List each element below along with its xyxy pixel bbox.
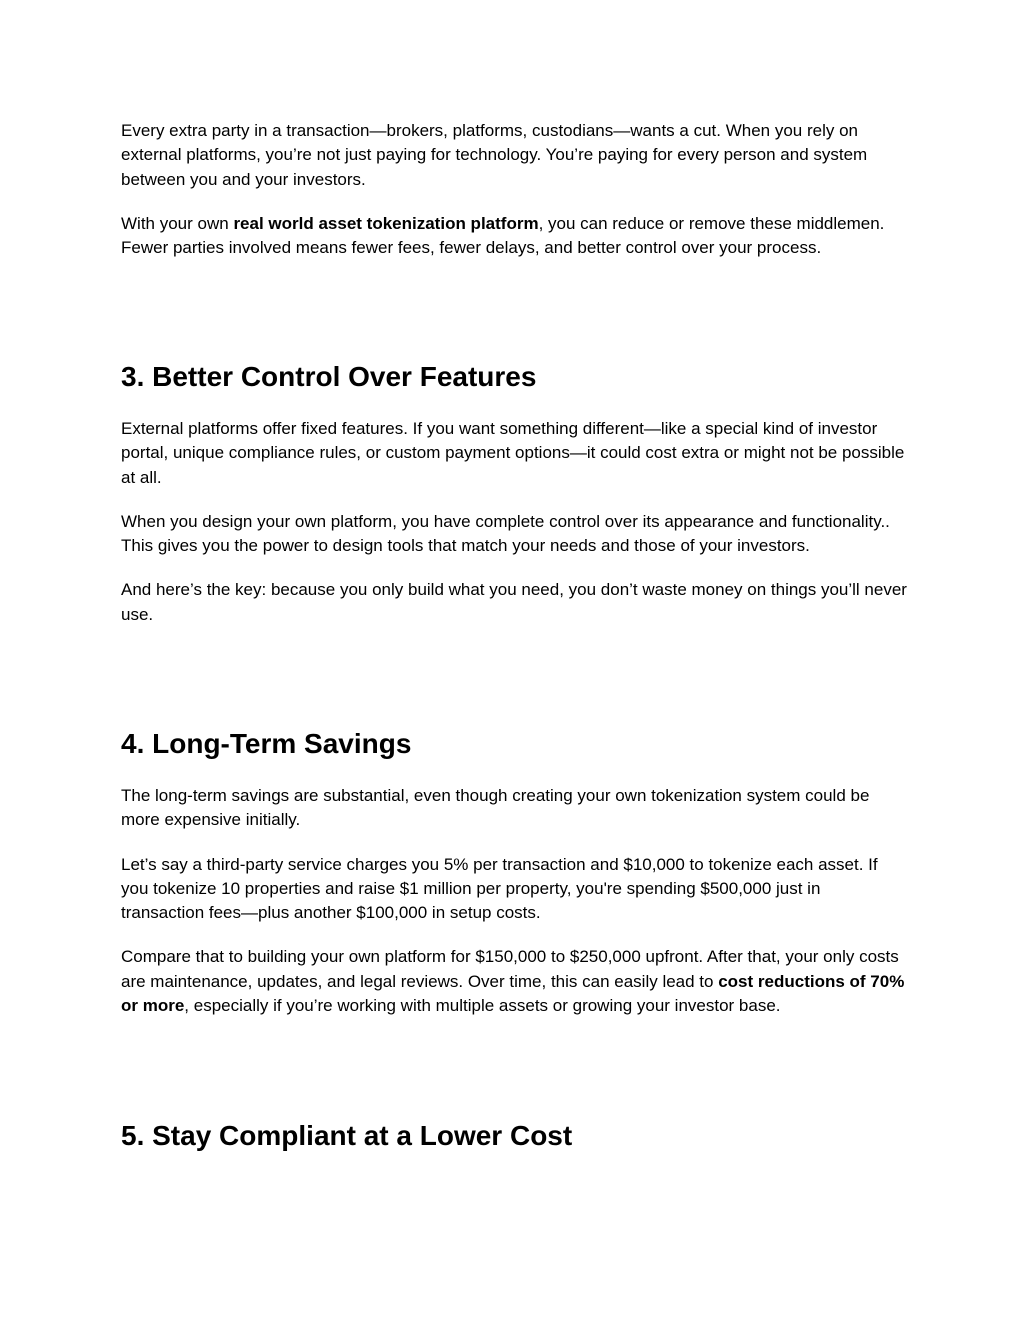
intro-block	[121, 119, 907, 280]
section-3-heading: 3. Better Control Over Features	[121, 361, 537, 392]
intro-paragraph-2-pre: With your own	[121, 213, 234, 233]
section-4-body	[121, 784, 907, 1038]
section-4-paragraph-3-pre: Compare that to building your own platform for $150,000 to $250,000 upfront. After that, your only costs are maintenance, updates, and legal reviews. Over time, this can easily lead to	[121, 947, 899, 991]
section-3-paragraph-2: When you design your own platform, you have complete control over its appearance and functionality.. This gives you the power to design tools that match your needs and those of your investors.	[121, 511, 890, 556]
section-4-paragraph-3-post: , especially if you’re working with multiple assets or growing your investor base.	[184, 996, 781, 1016]
section-3-body	[121, 417, 907, 647]
section-4-paragraph-1: The long-term savings are substantial, even though creating your own tokenization system could be more expensive initially.	[121, 786, 870, 830]
intro-paragraph-2-post: , you can reduce or remove these middlemen. Fewer parties involved means fewer fees, fewer delays, and better control over your process.	[121, 213, 885, 258]
intro-paragraph-2	[121, 212, 907, 261]
intro-paragraph-2-bold: real world asset tokenization platform	[233, 213, 539, 233]
section-4-heading: 4. Long-Term Savings	[121, 728, 412, 759]
section-3-paragraph-1: External platforms offer fixed features. If you want something different—like a special kind of investor portal, unique compliance rules, or custom payment options—it could cost extra or might not be possible at all.	[121, 419, 905, 487]
intro-paragraph-1: Every extra party in a transaction—brokers, platforms, custodians—wants a cut. When you rely on external platforms, you’re not just paying for technology. You’re paying for every person and system between you and your investors.	[121, 121, 868, 189]
section-5-heading: 5. Stay Compliant at a Lower Cost	[121, 1120, 573, 1151]
section-3-paragraph-3: And here’s the key: because you only build what you need, you don’t waste money on things you’ll never use.	[121, 580, 907, 624]
section-4-paragraph-3-bold: cost reductions of 70% or more	[121, 971, 905, 1016]
section-4-paragraph-2: Let’s say a third-party service charges you 5% per transaction and $10,000 to tokenize each asset. If you tokenize 10 properties and raise $1 million per property, you're spending $500,000 just in transaction fees—plus another $100,000 in setup costs.	[121, 854, 878, 923]
section-4-paragraph-3	[121, 945, 907, 1018]
